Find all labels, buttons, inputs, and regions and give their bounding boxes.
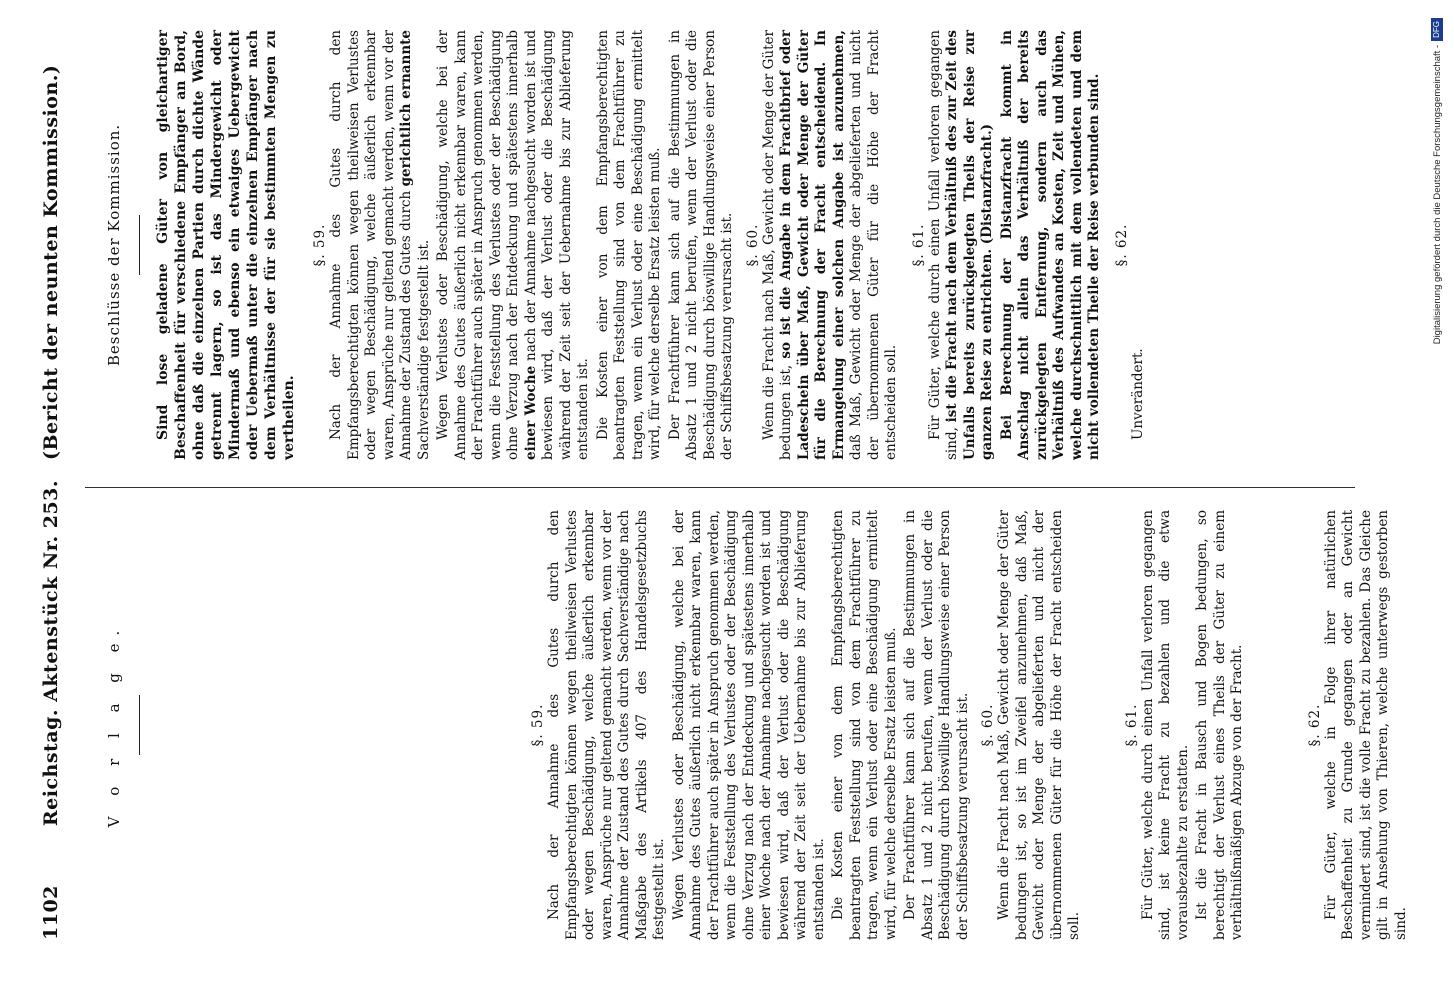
right-s60-p1-a: Wenn die Fracht nach Maß, Gewicht oder Menge der Güter bedungen ist, bbox=[760, 30, 794, 460]
right-s59-p2-c: nach der Annahme nachgesucht worden ist und bewiesen wird, daß der Verlust oder die Beschädigung während der Zeit seit der Uebernahme bis zur Ablieferung entstanden ist. bbox=[522, 29, 591, 460]
left-s61-title: §. 61. bbox=[1123, 703, 1140, 747]
right-s62-p1: Unverändert. bbox=[1129, 348, 1146, 440]
left-heading: V o r l a g e. bbox=[105, 622, 123, 828]
left-running-title: Reichstag. Aktenstück Nr. 253. bbox=[40, 480, 62, 827]
right-s62-title: §. 62. bbox=[1113, 223, 1130, 267]
left-s59-p2: Wegen Verlustes oder Beschädigung, welche bei der Annahme des Gutes äußerlich nicht erkennbar waren, kann der Frachtführer auch später in Anspruch genommen werden, wenn die Feststellung des Verlustes oder der Beschädigung ohne Verzug nach der Entdeckung und spätestens innerhalb einer Woche nach der Annahme nachgesucht worden ist und bewiesen wird, daß der Verlust oder die Beschädigung während der Zeit seit der Uebernahme bis zur Ablieferung entstanden ist. bbox=[670, 510, 827, 940]
right-s60-title: §. 60. bbox=[744, 223, 761, 267]
right-s59-title: §. 59. bbox=[312, 223, 328, 267]
left-s59-p4: Der Frachtführer kann sich auf die Bestimmungen in Absatz 1 und 2 nicht berufen, wenn der Verlust oder die Beschädigung durch böswillige Handlungsweise einer Person der Schiffsbesatzung verursacht ist. bbox=[902, 510, 971, 940]
digitization-credit bbox=[1400, 0, 1443, 1000]
right-heading: Beschlüsse der Kommission. bbox=[105, 123, 123, 367]
right-s61-p1-bold: ist die Fracht nach dem Verhältniß des zur Zeit des Unfalls bereits zurückgelegten Theils der Reise zur ganzen Reise zu entrichten. (Distanzfracht.) bbox=[944, 30, 995, 460]
right-s59-p1 bbox=[328, 30, 433, 460]
right-heading-rule bbox=[139, 215, 140, 275]
left-s60-p1: Wenn die Fracht nach Maß, Gewicht oder Menge der Güter bedungen ist, so ist im Zweifel anzunehmen, daß Maß, Gewicht oder Menge der abgelieferten und nicht der übernommenen Güter für die Höhe der Fracht entscheiden soll. bbox=[996, 510, 1082, 940]
right-s59-p2-bold: einer Woche bbox=[522, 365, 539, 460]
left-s62-title: §. 62. bbox=[1306, 703, 1323, 747]
right-s61-p1 bbox=[927, 30, 997, 460]
right-s59-p2-a: Wegen Verlustes oder Beschädigung, welche bei der Annahme des Gutes äußerlich nicht erkennbar waren, kann der Frachtführer auch später in Anspruch genommen werden, wenn die Feststellung des Verlustes oder der Beschädigung ohne Verzug nach der Entdeckung und spätestens innerhalb bbox=[435, 30, 521, 460]
left-s61-p2: Ist die Fracht in Bausch und Bogen bedungen, so berechtigt der Verlust eines Theils der Güter zu einem verhältnißmäßigen Abzuge von der Fracht. bbox=[1194, 510, 1245, 940]
left-s59-p1: Nach der Annahme des Gutes durch den Empfangsberechtigten können wegen theilweisen Verlustes oder wegen Beschädigung, welche äußerlich erkennbar waren, Ansprüche nur geltend gemacht werden, wenn vor der Annahme der Zustand des Gutes durch Sachverständige nach Maßgabe des Artikels 407 des Handelsgesetzbuchs festgestellt ist. bbox=[546, 510, 667, 940]
right-running-title: (Bericht der neunten Kommission.) bbox=[40, 64, 62, 460]
right-s59-p4: Der Frachtführer kann sich auf die Bestimmungen in Absatz 1 und 2 nicht berufen, wenn der Verlust oder die Beschädigung durch böswillige Handlungsweise einer Person der Schiffsbesatzung verursacht ist. bbox=[666, 30, 735, 460]
right-s60-p1-c: daß Maß, Gewicht oder Menge der abgelieferten und nicht der übernommenen Güter für die Höhe der Fracht entscheiden soll. bbox=[848, 30, 899, 460]
right-s59-p1-a: Nach der Annahme des Gutes durch den Empfangsberechtigten können wegen theilweisen Verlustes oder wegen Beschädigung, welche äußerlich erkennbar waren, Ansprüche nur geltend gemacht werden, wenn vor der Annahme der Zustand des Gutes durch bbox=[328, 30, 414, 460]
left-column bbox=[85, 510, 1412, 940]
dfg-logo: DFG bbox=[1431, 18, 1443, 41]
left-heading-rule bbox=[139, 695, 140, 755]
left-s59-p3: Die Kosten einer von dem Empfangsberechtigten beantragten Feststellung sind von dem Frachtführer zu tragen, wenn ein Verlust oder eine Beschädigung ermittelt wird, für welche derselbe Ersatz leisten muß. bbox=[830, 510, 899, 940]
column-divider bbox=[85, 487, 1355, 488]
left-s61-p1: Für Güter, welche durch einen Unfall verloren gegangen sind, ist keine Fracht zu bezahlen und die etwa vorausbezahlte zu erstatten. bbox=[1139, 510, 1191, 940]
right-s59-p2 bbox=[435, 30, 593, 460]
credit-text-line bbox=[1422, 0, 1454, 1000]
right-intro: Sind lose geladene Güter von gleichartiger Beschaffenheit für verschiedene Empfänger an Bord, ohne daß die einzelnen Partien durch dichte Wände getrennt lagern, so ist das Mindergewicht oder Mindermaß und ebenso ein etwaiges Uebergewicht oder Uebermaß unter die einzelnen Empfänger nach dem Verhältnisse der für sie bestimmten Mengen zu vertheilen. bbox=[155, 30, 297, 460]
left-s62-p1: Für Güter, welche in Folge ihrer natürlichen Beschaffenheit zu Grunde gegangen oder an Gewicht vermindert sind, ist die volle Fracht zu bezahlen. Das Gleiche gilt in Ansehung von Thieren, welche unterwegs gestorben sind. bbox=[1322, 510, 1409, 940]
right-s60-p1 bbox=[761, 30, 901, 460]
right-s61-title: §. 61. bbox=[910, 223, 927, 267]
right-s61-p2: Bei Berechnung der Distanzfracht kommt in Anschlag nicht allein das Verhältniß der bereits zurückgelegten Entfernung, sondern auch das Verhältniß des Aufwandes an Kosten, Zeit und Mühen, welche durchschnittlich mit dem vollendeten und dem nicht vollendeten Theile der Reise verbunden sind. bbox=[998, 30, 1102, 460]
right-s60-p1-bold: so ist die Angabe in dem Frachtbrief oder Ladeschein über Maß, Gewicht oder Menge der Güter für die Berechnung der Fracht entscheidend. In Ermangelung einer solchen Angabe ist anzunehmen, bbox=[778, 30, 847, 460]
left-s59-title: §. 59. bbox=[530, 703, 546, 747]
right-s59-p3: Die Kosten einer von dem Empfangsberechtigten beantragten Feststellung sind von dem Frachtführer zu tragen, wenn ein Verlust oder eine Beschädigung ermittelt wird, für welche derselbe Ersatz leisten muß. bbox=[594, 30, 663, 460]
left-s60-title: §. 60. bbox=[980, 703, 996, 747]
page-number: 1102 bbox=[40, 885, 62, 940]
credit-text: Digitalisierung gefördert durch die Deutsche Forschungsgemeinschaft - bbox=[1432, 44, 1443, 345]
right-s59-p1-c: Sachverständige festgestellt ist. bbox=[415, 239, 432, 460]
right-column bbox=[85, 30, 1149, 460]
right-s59-p1-bold: gerichtlich ernannte bbox=[398, 30, 414, 187]
right-s61-p1-a: Für Güter, welche durch einen Unfall verloren gegangen sind, bbox=[926, 30, 960, 460]
